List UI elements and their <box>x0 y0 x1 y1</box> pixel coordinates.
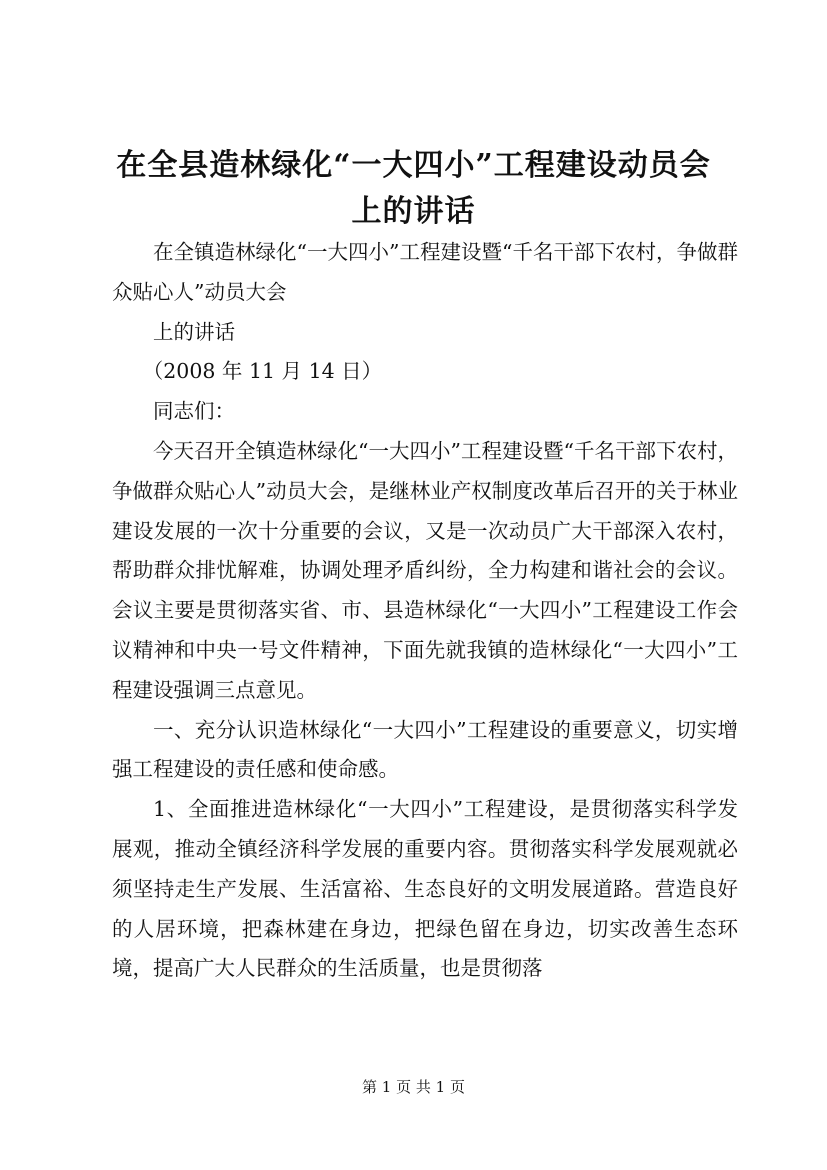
document-title-line-2: 上的讲话 <box>351 194 476 229</box>
subtitle-line-1: 在全镇造林绿化“一大四小”工程建设暨“千名干部下农村，争做群众贴心人”动员大会 <box>112 240 738 304</box>
document-body <box>112 233 738 989</box>
page-footer: 第 1 页 共 1 页 <box>362 1078 465 1096</box>
salutation: 同志们： <box>153 399 235 424</box>
paragraph-1: 今天召开全镇造林绿化“一大四小”工程建设暨“千名干部下农村，争做群众贴心人”动员大会，是继林业产权制度改革后召开的关于林业建设发展的一次十分重要的会议，又是一次动员广大干部深入农村，帮助群众排忧解难，协调处理矛盾纠纷，全力构建和谐社会的会议。会议主要是贯彻落实省、市、县造林绿化“一大四小”工程建设工作会议精神和中央一号文件精神，下面先就我镇的造林绿化“一大四小”工程建设强调三点意见。 <box>112 438 738 702</box>
section-heading-1: 一、充分认识造林绿化“一大四小”工程建设的重要意义，切实增强工程建设的责任感和使命感。 <box>112 717 738 782</box>
subtitle-line-2: 上的讲话 <box>153 319 235 344</box>
paragraph-2: 1、全面推进造林绿化“一大四小”工程建设，是贯彻落实科学发展观，推动全镇经济科学发展的重要内容。贯彻落实科学发展观就必须坚持走生产发展、生活富裕、生态良好的文明发展道路。营造良好的人居环境，把森林建在身边，把绿色留在身边，切实改善生态环境，提高广大人民群众的生活质量，也是贯彻落 <box>112 797 738 981</box>
speech-date: （2008 年 11 月 14 日） <box>142 359 383 384</box>
document-title-line-1: 在全县造林绿化“一大四小”工程建设动员会 <box>116 148 711 183</box>
